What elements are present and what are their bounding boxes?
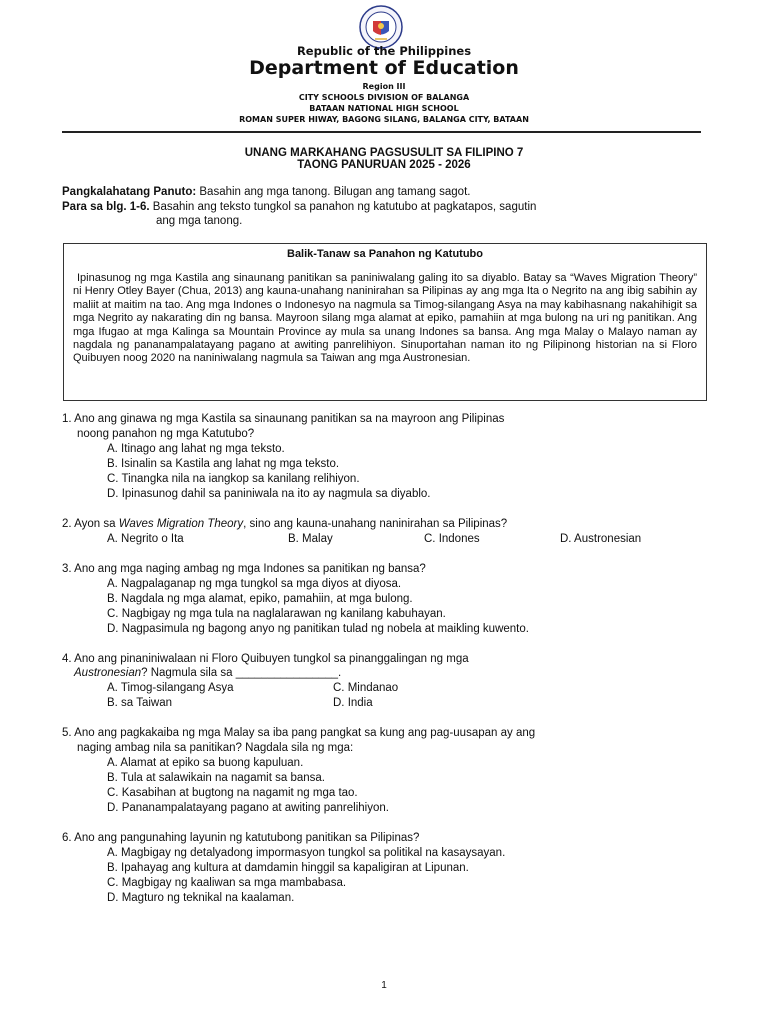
passage-instructions-text: Basahin ang teksto tungkol sa panahon ng katutubo at pagkatapos, sagutin [149, 201, 537, 213]
department-name: Department of Education [249, 57, 519, 79]
question-4-cont [74, 667, 341, 679]
passage-instructions-cont: ang mga tanong. [156, 215, 243, 227]
passage-instructions-label: Para sa blg. 1-6. [62, 201, 150, 213]
question-5-cont: naging ambag nila sa panitikan? Nagdala sila ng mga: [77, 742, 354, 754]
question-4-blank: ? Nagmula sila sa ________________. [141, 667, 342, 679]
general-instructions [62, 186, 470, 198]
deped-seal-logo [359, 5, 403, 49]
question-2-suffix: , sino ang kauna-unahang naninirahan sa Pilipinas? [243, 518, 508, 530]
passage-title: Balik-Tanaw sa Panahon ng Katutubo [287, 248, 483, 260]
q2-option-a[interactable]: A. Negrito o Ita [107, 533, 184, 545]
q1-option-d[interactable]: D. Ipinasunog dahil sa paniniwala na ito ay nagmula sa diyablo. [107, 488, 431, 500]
general-instructions-text: Basahin ang mga tanong. Bilugan ang tamang sagot. [196, 186, 471, 198]
q3-option-d[interactable]: D. Nagpasimula ng bagong anyo ng panitikan tulad ng nobela at maikling kuwento. [107, 623, 529, 635]
q3-option-b[interactable]: B. Nagdala ng mga alamat, epiko, pamahiin, at mga bulong. [107, 593, 413, 605]
header-divider [62, 131, 701, 133]
q5-option-c[interactable]: C. Kasabihan at bugtong na nagamit ng mga tao. [107, 787, 358, 799]
question-6: 6. Ano ang pangunahing layunin ng katutubong panitikan sa Pilipinas? [62, 832, 420, 844]
q1-option-c[interactable]: C. Tinangka nila na iangkop sa kanilang relihiyon. [107, 473, 360, 485]
q5-option-a[interactable]: A. Alamat at epiko sa buong kapuluan. [107, 757, 304, 769]
q4-option-c[interactable]: C. Mindanao [333, 682, 399, 694]
division-line: CITY SCHOOLS DIVISION OF BALANGA [298, 93, 470, 102]
passage-text: Ipinasunog ng mga Kastila ang sinaunang panitikan sa paniniwalang galing ito sa diyablo. Batay sa “Waves Migration Theory” ni Henry Otley Bayer (Chua, 2013) ang kauna-unahang naninirahan sa Pilipinas ay ang mga Ita o Negrito na ang ibig sabihin ay maliit at maitim na tao. Ang mga Indones o Indonesyo na nagmula sa Timog-silangang Asya na may kabihasnang nakahihigit sa mga Negrito ay nakarating din ng bansa. Mayroon silang mga alamat at epiko, pamahiin at mga bulong na uri ng panitikan. Ang mga Ifugao at mga Kalinga sa Mountain Province ay mula sa unang Indones sa bansa. Ang mga Malay o Malayo naman ay nagdala ng pananampalatayang pagano at awiting panrelihiyon. Sinuportahan naman ito ng Pilipinong historian na si Floro Quibuyen noog 2020 na naniniwalang nagmula sa Taiwan ang mga Austronesian. [73, 272, 697, 365]
q5-option-d[interactable]: D. Pananampalatayang pagano at awiting panrelihiyon. [107, 802, 389, 814]
exam-title: UNANG MARKAHANG PAGSUSULIT SA FILIPINO 7 [244, 147, 524, 159]
q2-option-b[interactable]: B. Malay [288, 533, 333, 545]
q1-option-b[interactable]: B. Isinalin sa Kastila ang lahat ng mga teksto. [107, 458, 340, 470]
page-number: 1 [381, 980, 387, 991]
q4-option-a[interactable]: A. Timog-silangang Asya [107, 682, 234, 694]
school-year: TAONG PANURUAN 2025 - 2026 [297, 159, 471, 171]
question-4-austronesian: Austronesian [74, 667, 142, 679]
question-2 [62, 518, 507, 530]
q3-option-a[interactable]: A. Nagpalaganap ng mga tungkol sa mga diyos at diyosa. [107, 578, 402, 590]
q6-option-d[interactable]: D. Magturo ng teknikal na kaalaman. [107, 892, 295, 904]
question-3: 3. Ano ang mga naging ambag ng mga Indones sa panitikan ng bansa? [62, 563, 426, 575]
region-line: Region III [362, 82, 406, 91]
republic-line: Republic of the Philippines [296, 44, 472, 58]
question-5: 5. Ano ang pagkakaiba ng mga Malay sa iba pang pangkat sa kung ang pag-uusapan ay ang [62, 727, 536, 739]
school-name: BATAAN NATIONAL HIGH SCHOOL [309, 104, 459, 113]
q4-option-d[interactable]: D. India [333, 697, 373, 709]
general-instructions-label: Pangkalahatang Panuto: [62, 186, 197, 198]
question-2-theory: Waves Migration Theory [118, 518, 244, 530]
passage-instructions [62, 201, 536, 213]
question-4: 4. Ano ang pinaniniwalaan ni Floro Quibuyen tungkol sa pinanggalingan ng mga [62, 653, 469, 665]
passage-box [63, 243, 707, 401]
q1-option-a[interactable]: A. Itinago ang lahat ng mga teksto. [107, 443, 285, 455]
q6-option-b[interactable]: B. Ipahayag ang kultura at damdamin hinggil sa kapaligiran at Lipunan. [107, 862, 469, 874]
q6-option-c[interactable]: C. Magbigay ng kaaliwan sa mga mambabasa. [107, 877, 347, 889]
question-1-cont: noong panahon ng mga Katutubo? [77, 428, 255, 440]
q2-option-c[interactable]: C. Indones [424, 533, 480, 545]
q4-option-b[interactable]: B. sa Taiwan [107, 697, 172, 709]
school-address: ROMAN SUPER HIWAY, BAGONG SILANG, BALANGA CITY, BATAAN [239, 115, 529, 124]
q3-option-c[interactable]: C. Nagbigay ng mga tula na naglalarawan ng kanilang kabuhayan. [107, 608, 446, 620]
question-2-prefix: 2. Ayon sa [62, 518, 119, 530]
question-1: 1. Ano ang ginawa ng mga Kastila sa sinaunang panitikan sa na mayroon ang Pilipinas [62, 413, 505, 425]
q5-option-b[interactable]: B. Tula at salawikain na nagamit sa bansa. [107, 772, 325, 784]
q6-option-a[interactable]: A. Magbigay ng detalyadong impormasyon tungkol sa politikal na kasaysayan. [107, 847, 506, 859]
q2-option-d[interactable]: D. Austronesian [560, 533, 642, 545]
